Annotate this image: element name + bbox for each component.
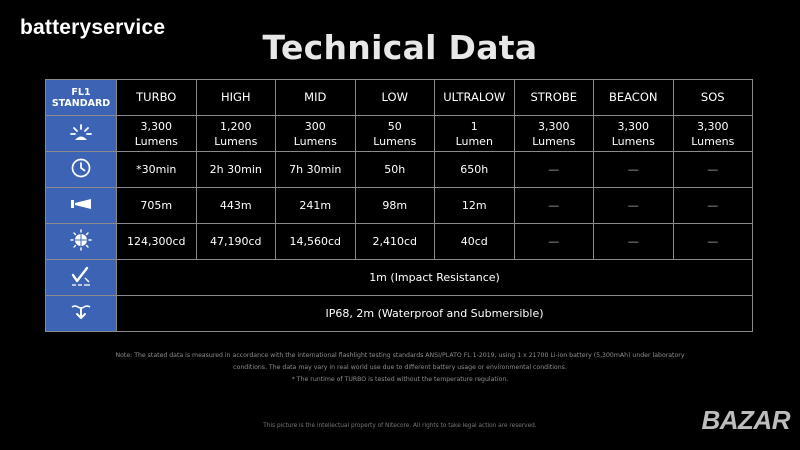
waterproof-row-text: IP68, 2m (Waterproof and Submersible)	[117, 296, 753, 332]
spec-cell-line: 12m	[461, 199, 487, 212]
spec-cell	[594, 116, 674, 152]
spec-cell-line: 3,300	[617, 119, 649, 133]
standard-label-fl1: FL1	[71, 86, 91, 98]
spec-cell-line: 50h	[384, 163, 406, 176]
spec-cell-line: 3,300	[697, 119, 729, 133]
spec-cell-line: 300	[304, 119, 326, 133]
spec-cell-line: Lumens	[134, 134, 178, 148]
spec-cell	[594, 188, 674, 224]
spec-cell-line: 40cd	[460, 235, 488, 248]
spec-cell	[514, 152, 594, 188]
note-line-2: conditions. The data may vary in real world use due to different battery usage or environmental conditions.	[233, 364, 567, 371]
spec-cell-line: 2,410cd	[372, 235, 418, 248]
spec-cell	[276, 188, 356, 224]
spec-cell	[276, 152, 356, 188]
spec-cell	[276, 116, 356, 152]
mode-header-high: HIGH	[196, 80, 276, 116]
row-icon-cell	[46, 296, 117, 332]
watermark-text: batteryservice	[20, 16, 166, 39]
spec-cell-line: 1	[470, 119, 478, 133]
mode-header-low: LOW	[355, 80, 435, 116]
row-icon-cell	[46, 116, 117, 152]
spec-cell-line: —	[707, 163, 719, 176]
spec-cell-line: —	[627, 235, 639, 248]
spec-cell	[196, 152, 276, 188]
spec-cell-line: Lumens	[373, 134, 417, 148]
spec-cell-line: 443m	[219, 199, 252, 212]
row-icon-cell	[46, 152, 117, 188]
spec-cell	[355, 152, 435, 188]
intensity-icon	[68, 243, 94, 256]
spec-cell-line: 241m	[299, 199, 332, 212]
spec-cell	[355, 116, 435, 152]
beam-distance-icon	[68, 207, 94, 220]
mode-header-strobe: STROBE	[514, 80, 594, 116]
spec-cell-line: 705m	[140, 199, 173, 212]
spec-cell-line: —	[548, 199, 560, 212]
spec-cell	[514, 224, 594, 260]
spec-cell	[117, 188, 197, 224]
brightness-icon	[68, 135, 94, 148]
spec-cell	[594, 224, 674, 260]
spec-cell-line: 50	[387, 119, 402, 133]
spec-cell	[117, 152, 197, 188]
clock-icon	[68, 171, 94, 184]
header-row	[46, 80, 753, 116]
mode-header-sos: SOS	[673, 80, 753, 116]
spec-cell	[673, 188, 753, 224]
spec-cell-line: 650h	[460, 163, 489, 176]
spec-cell	[594, 152, 674, 188]
spec-cell-line: —	[548, 235, 560, 248]
spec-cell-line: Lumen	[455, 134, 493, 148]
spec-cell-line: 124,300cd	[126, 235, 186, 248]
spec-cell	[117, 224, 197, 260]
spec-cell	[673, 224, 753, 260]
row-icon-cell	[46, 188, 117, 224]
copyright-footer: This picture is the intellectual property of Nitecore. All rights to take legal action are reserved.	[263, 423, 537, 429]
spec-cell-line: *30min	[136, 163, 177, 176]
spec-cell-line: 2h 30min	[209, 163, 262, 176]
spec-row	[46, 116, 753, 152]
spec-cell-line: —	[707, 199, 719, 212]
spec-cell	[196, 224, 276, 260]
spec-cell-line: —	[627, 163, 639, 176]
impact-row	[46, 260, 753, 296]
waterproof-row	[46, 296, 753, 332]
note-line-3: * The runtime of TURBO is tested without the temperature regulation.	[291, 376, 509, 383]
spec-cell	[196, 116, 276, 152]
impact-row-text: 1m (Impact Resistance)	[117, 260, 753, 296]
standard-cell	[46, 80, 117, 116]
note-text	[44, 350, 756, 386]
spec-cell	[355, 224, 435, 260]
spec-row	[46, 152, 753, 188]
spec-cell-line: 98m	[382, 199, 408, 212]
spec-cell-line: Lumens	[293, 134, 337, 148]
spec-cell-line: Lumens	[611, 134, 655, 148]
spec-cell-line: Lumens	[532, 134, 576, 148]
spec-cell-line: 14,560cd	[289, 235, 342, 248]
spec-cell-line: 3,300	[140, 119, 172, 133]
mode-header-ultralow: ULTRALOW	[435, 80, 515, 116]
spec-cell-line: Lumens	[214, 134, 258, 148]
spec-cell	[355, 188, 435, 224]
spec-cell	[435, 152, 515, 188]
row-icon-cell	[46, 224, 117, 260]
spec-row	[46, 224, 753, 260]
spec-cell	[196, 188, 276, 224]
mode-header-beacon: BEACON	[594, 80, 674, 116]
spec-cell	[435, 188, 515, 224]
note-line-1: Note: The stated data is measured in accordance with the international flashlight testing standards ANSI/PLATO FL 1-2019, using 1 x 21700 Li-ion battery (5,300mAh) under laboratory	[115, 352, 685, 359]
site-logo: BAZAR	[701, 405, 790, 435]
spec-cell	[435, 116, 515, 152]
spec-cell	[673, 152, 753, 188]
spec-cell-line: 3,300	[538, 119, 570, 133]
mode-header-mid: MID	[276, 80, 356, 116]
spec-row	[46, 188, 753, 224]
spec-cell	[673, 116, 753, 152]
spec-cell	[117, 116, 197, 152]
spec-table	[45, 79, 753, 332]
spec-cell-line: —	[707, 235, 719, 248]
spec-cell-line: 1,200	[220, 119, 252, 133]
spec-cell-line: —	[627, 199, 639, 212]
standard-label-standard: STANDARD	[51, 97, 111, 109]
spec-cell	[276, 224, 356, 260]
row-icon-cell	[46, 260, 117, 296]
mode-header-turbo: TURBO	[117, 80, 197, 116]
spec-cell-line: Lumens	[691, 134, 735, 148]
page-title: Technical Data	[262, 28, 538, 67]
spec-cell-line: 47,190cd	[209, 235, 262, 248]
waterproof-icon	[68, 315, 94, 328]
spec-cell	[435, 224, 515, 260]
spec-cell-line: —	[548, 163, 560, 176]
spec-cell	[514, 116, 594, 152]
spec-cell-line: 7h 30min	[289, 163, 342, 176]
spec-cell	[514, 188, 594, 224]
impact-resistance-icon	[68, 279, 94, 292]
